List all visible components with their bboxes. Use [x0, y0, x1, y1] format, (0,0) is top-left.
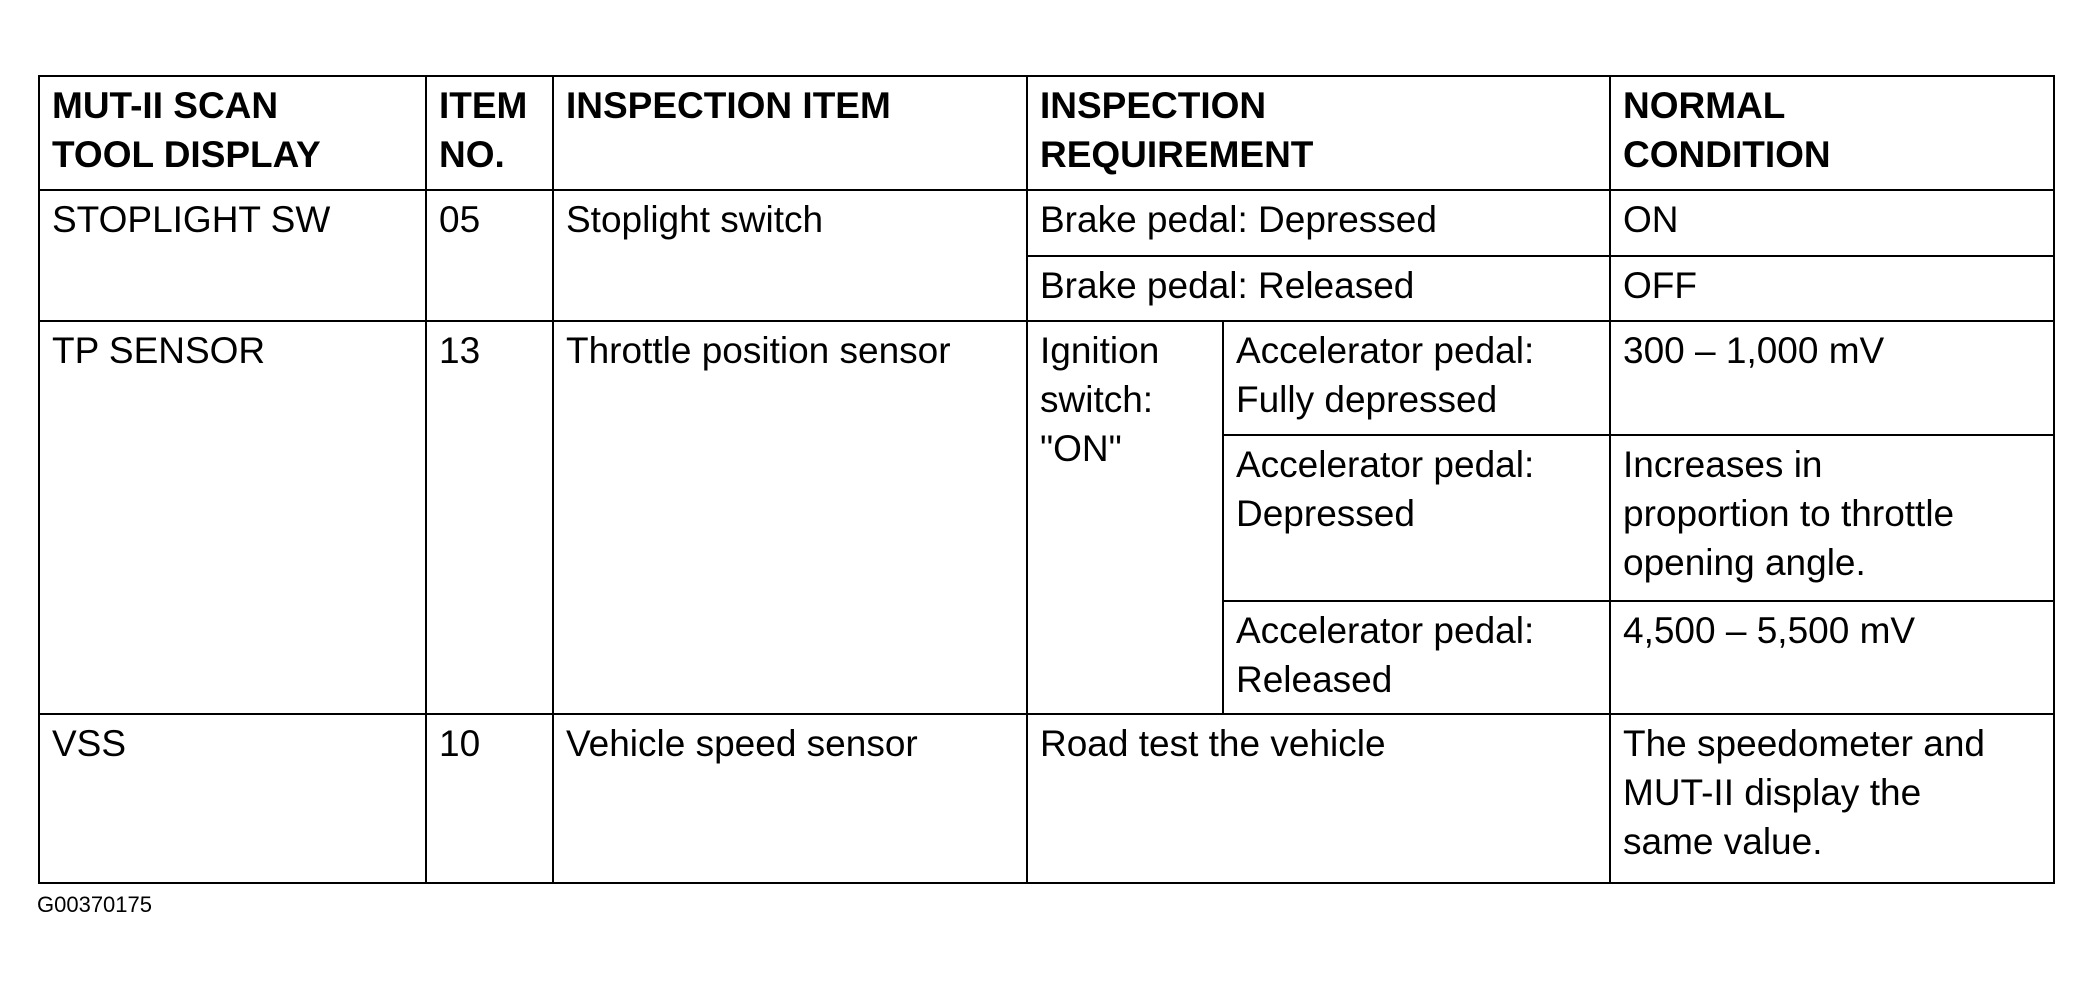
header-item-no: ITEM NO.	[426, 76, 553, 190]
table-row	[39, 714, 2054, 883]
header-scan-tool-display: MUT-II SCAN TOOL DISPLAY	[39, 76, 426, 190]
cell-inspection-item: Throttle position sensor	[553, 321, 1027, 714]
table-row	[39, 321, 2054, 435]
cell-display: STOPLIGHT SW	[39, 190, 426, 321]
header-normal-condition: NORMAL CONDITION	[1610, 76, 2054, 190]
cell-requirement: Accelerator pedal: Fully depressed	[1223, 321, 1610, 435]
cell-item-no: 05	[426, 190, 553, 321]
cell-inspection-item: Vehicle speed sensor	[553, 714, 1027, 883]
cell-condition: 300 – 1,000 mV	[1610, 321, 2054, 435]
header-inspection-requirement: INSPECTION REQUIREMENT	[1027, 76, 1610, 190]
cell-requirement: Accelerator pedal: Released	[1223, 601, 1610, 714]
inspection-table	[38, 75, 2055, 884]
header-row	[39, 76, 2054, 190]
header-inspection-item: INSPECTION ITEM	[553, 76, 1027, 190]
cell-ignition-condition: Ignition switch: "ON"	[1027, 321, 1223, 714]
cell-requirement: Accelerator pedal: Depressed	[1223, 435, 1610, 601]
cell-requirement: Brake pedal: Released	[1027, 256, 1610, 321]
cell-inspection-item: Stoplight switch	[553, 190, 1027, 321]
cell-item-no: 10	[426, 714, 553, 883]
table-row	[39, 190, 2054, 256]
cell-item-no: 13	[426, 321, 553, 714]
cell-condition: 4,500 – 5,500 mV	[1610, 601, 2054, 714]
cell-condition: OFF	[1610, 256, 2054, 321]
cell-display: VSS	[39, 714, 426, 883]
figure-id: G00370175	[37, 892, 152, 917]
cell-condition: ON	[1610, 190, 2054, 256]
cell-requirement: Brake pedal: Depressed	[1027, 190, 1610, 256]
cell-display: TP SENSOR	[39, 321, 426, 714]
cell-condition: Increases in proportion to throttle opening angle.	[1610, 435, 2054, 601]
cell-requirement: Road test the vehicle	[1027, 714, 1610, 883]
cell-condition: The speedometer and MUT-II display the same value.	[1610, 714, 2054, 883]
